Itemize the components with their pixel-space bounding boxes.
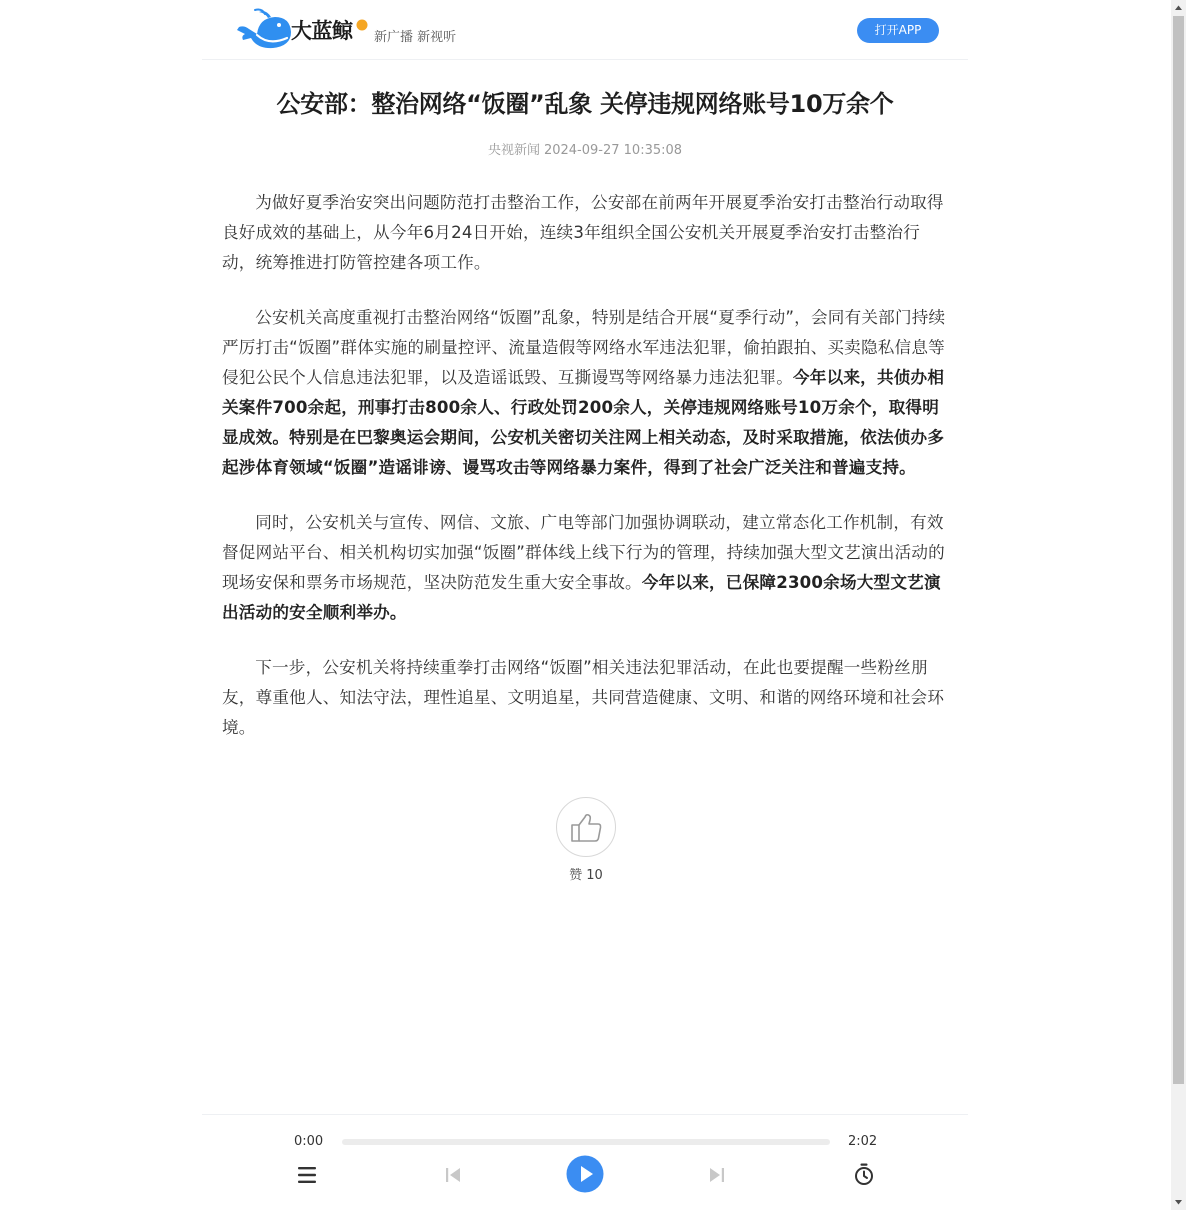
play-icon[interactable] xyxy=(566,1155,604,1193)
paragraph-2-text: 公安机关高度重视打击整治网络“饭圈”乱象，特别是结合开展“夏季行动”，会同有关部门持续严厉打击“饭圈”群体实施的刷量控评、流量造假等网络水军违法犯罪，偷拍跟拍、买卖隐私信息等侵犯公民个人信息违法犯罪，以及造谣诋毁、互撕谩骂等网络暴力违法犯罪。 xyxy=(222,308,946,387)
logo-badge-icon xyxy=(356,19,368,31)
next-icon[interactable] xyxy=(707,1165,727,1185)
audio-player xyxy=(202,1114,968,1211)
playlist-icon[interactable] xyxy=(296,1164,318,1186)
timer-icon[interactable] xyxy=(852,1162,876,1186)
scroll-up-icon[interactable] xyxy=(1171,0,1186,15)
current-time: 0:00 xyxy=(294,1134,324,1149)
paragraph-3-bold: 今年以来，已保障2300余场大型文艺演出活动的安全顺利举办。 xyxy=(222,573,941,622)
article-body xyxy=(222,188,950,768)
paragraph-3 xyxy=(222,508,950,628)
header xyxy=(202,0,968,60)
paragraph-1: 为做好夏季治安突出问题防范打击整治工作，公安部在前两年开展夏季治安打击整治行动取得良好成效的基础上，从今年6月24日开始，连续3年组织全国公安机关开展夏季治安打击整治行动，统筹推进打防管控建各项工作。 xyxy=(222,193,944,272)
paragraph-3-text: 同时，公安机关与宣传、网信、文旅、广电等部门加强协调联动，建立常态化工作机制，有效督促网站平台、相关机构切实加强“饭圈”群体线上线下行为的管理，持续加强大型文艺演出活动的现场安保和票务市场规范，坚决防范发生重大安全事故。 xyxy=(222,513,945,592)
previous-icon[interactable] xyxy=(443,1165,463,1185)
article-page xyxy=(202,0,968,1210)
open-app-button[interactable]: 打开APP xyxy=(857,18,939,43)
vertical-scrollbar[interactable] xyxy=(1171,0,1186,1210)
scroll-thumb[interactable] xyxy=(1173,16,1184,1084)
article-datetime: 2024-09-27 10:35:08 xyxy=(543,143,683,158)
article-title: 公安部：整治网络“饭圈”乱象 关停违规网络账号10万余个 xyxy=(276,90,894,118)
logo-text: 大蓝鲸 xyxy=(291,19,353,43)
logo[interactable] xyxy=(235,8,371,50)
progress-bar[interactable] xyxy=(342,1139,830,1145)
paragraph-2-bold: 今年以来，共侦办相关案件700余起，刑事打击800余人、行政处罚200余人，关停违规网络账号10万余个，取得明显成效。特别是在巴黎奥运会期间，公安机关密切关注网上相关动态，及时采取措施，依法侦办多起涉体育领域“饭圈”造谣诽谤、谩骂攻击等网络暴力案件，得到了社会广泛关注和普遍支持。 xyxy=(222,368,945,477)
article-source: 央视新闻 xyxy=(487,143,540,158)
whale-logo-icon xyxy=(235,8,299,50)
thumbs-up-icon xyxy=(569,810,605,846)
paragraph-2 xyxy=(222,303,950,483)
scroll-down-icon[interactable] xyxy=(1171,1195,1186,1210)
article-meta xyxy=(202,139,968,158)
like-button[interactable] xyxy=(556,797,616,857)
paragraph-4: 下一步，公安机关将持续重拳打击网络“饭圈”相关违法犯罪活动，在此也要提醒一些粉丝朋友，尊重他人、知法守法，理性追星、文明追星，共同营造健康、文明、和谐的网络环境和社会环境。 xyxy=(222,658,945,737)
like-count: 赞 10 xyxy=(569,868,603,883)
slogan: 新广播 新视听 xyxy=(374,30,457,45)
total-time: 2:02 xyxy=(848,1134,878,1149)
